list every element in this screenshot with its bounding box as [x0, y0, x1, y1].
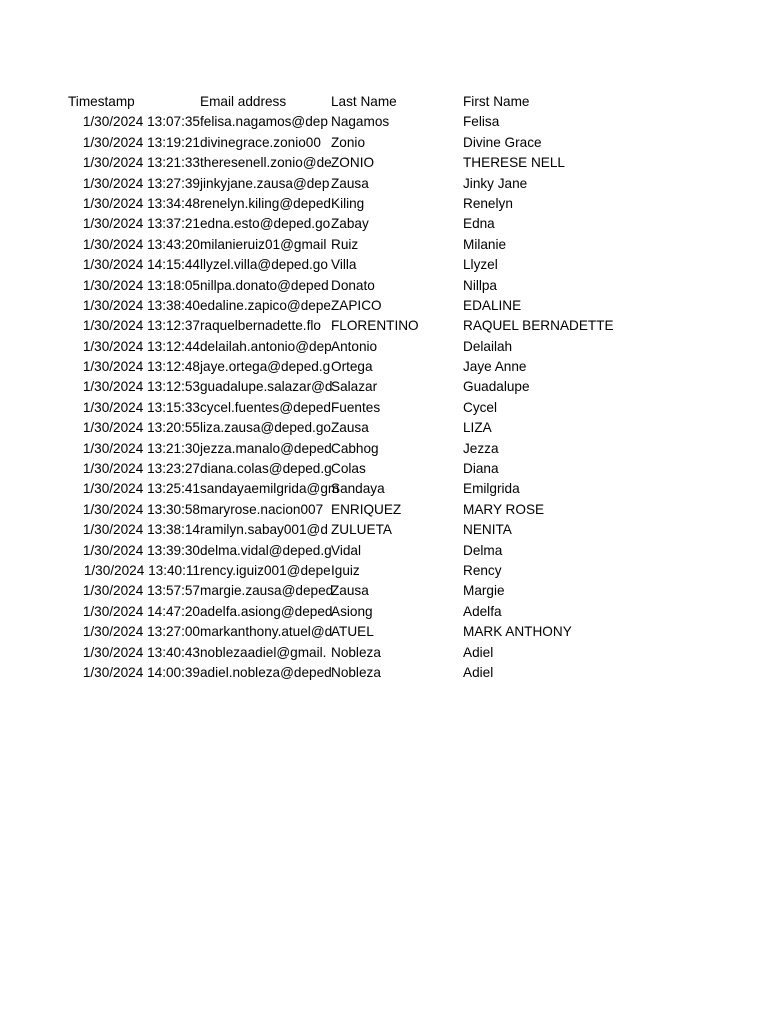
cell-email: jinkyjane.zausa@dep: [200, 175, 330, 191]
table-row: [68, 235, 596, 255]
header-timestamp: Timestamp: [68, 94, 135, 109]
cell-last-name: Kiling: [331, 195, 365, 211]
cell-email: divinegrace.zonio00: [200, 134, 321, 150]
cell-timestamp: 1/30/2024 13:23:27: [82, 461, 200, 477]
cell-last-name: Zausa: [331, 420, 369, 436]
cell-last-name: Nobleza: [331, 664, 381, 680]
table-row: [68, 541, 596, 561]
cell-first-name: Jezza: [463, 440, 499, 456]
cell-email: diana.colas@deped.g: [200, 461, 332, 477]
cell-last-name: Vidal: [331, 542, 361, 558]
cell-last-name: Nagamos: [331, 114, 390, 130]
cell-timestamp: 1/30/2024 13:12:44: [82, 338, 200, 354]
cell-first-name: Adiel: [463, 664, 494, 680]
cell-last-name: Asiong: [331, 603, 373, 619]
table-row: [68, 622, 596, 642]
cell-first-name: Edna: [463, 216, 495, 232]
table-row: [68, 561, 596, 581]
table-row: [68, 500, 596, 520]
cell-timestamp: 1/30/2024 13:34:48: [82, 195, 200, 211]
table-row: [68, 663, 596, 683]
table-row: [68, 643, 596, 663]
table-row: [68, 459, 596, 479]
cell-last-name: ENRIQUEZ: [331, 501, 402, 517]
cell-email: markanthony.atuel@d: [200, 624, 333, 640]
cell-timestamp: 1/30/2024 13:43:20: [82, 236, 200, 252]
cell-timestamp: 1/30/2024 13:38:14: [82, 522, 200, 538]
table-row: [68, 520, 596, 540]
cell-first-name: Diana: [463, 461, 499, 477]
cell-first-name: EDALINE: [463, 297, 522, 313]
cell-last-name: Colas: [331, 461, 366, 477]
cell-first-name: THERESE NELL: [463, 155, 565, 171]
cell-first-name: Delailah: [463, 338, 513, 354]
cell-email: noblezaadiel@gmail.: [200, 644, 327, 660]
cell-last-name: Iguiz: [331, 562, 360, 578]
cell-last-name: Donato: [331, 277, 375, 293]
cell-email: jaye.ortega@deped.g: [200, 359, 331, 375]
cell-first-name: MARK ANTHONY: [463, 624, 572, 640]
cell-timestamp: 1/30/2024 13:39:30: [82, 542, 200, 558]
cell-timestamp: 1/30/2024 13:19:21: [82, 134, 200, 150]
cell-last-name: ZAPICO: [331, 297, 382, 313]
table-row: [68, 377, 596, 397]
table-row: [68, 337, 596, 357]
cell-timestamp: 1/30/2024 14:15:44: [82, 257, 200, 273]
cell-last-name: Nobleza: [331, 644, 381, 660]
table-row: [68, 174, 596, 194]
cell-first-name: Renelyn: [463, 195, 513, 211]
cell-timestamp: 1/30/2024 13:37:21: [82, 216, 200, 232]
cell-timestamp: 1/30/2024 13:20:55: [82, 420, 200, 436]
table-row: [68, 276, 596, 296]
cell-timestamp: 1/30/2024 14:47:20: [82, 603, 200, 619]
cell-last-name: ATUEL: [331, 624, 374, 640]
cell-timestamp: 1/30/2024 13:27:39: [82, 175, 200, 191]
cell-email: renelyn.kiling@deped: [200, 195, 331, 211]
table-row: [68, 398, 596, 418]
cell-timestamp: 1/30/2024 13:12:37: [82, 318, 200, 334]
cell-timestamp: 1/30/2024 13:21:33: [82, 155, 200, 171]
cell-timestamp: 1/30/2024 13:15:33: [82, 399, 200, 415]
header-last-name: Last Name: [331, 94, 397, 109]
table-body: [68, 112, 614, 683]
cell-first-name: Felisa: [463, 114, 500, 130]
cell-timestamp: 1/30/2024 13:27:00: [82, 624, 200, 640]
table-row: [68, 316, 614, 336]
cell-email: adiel.nobleza@deped: [200, 664, 332, 680]
cell-email: delma.vidal@deped.g: [200, 542, 332, 558]
cell-first-name: Delma: [463, 542, 503, 558]
cell-first-name: Nillpa: [463, 277, 497, 293]
cell-first-name: MARY ROSE: [463, 501, 545, 517]
header-row: [68, 92, 596, 112]
table-row: [68, 418, 596, 438]
cell-email: cycel.fuentes@deped: [200, 399, 331, 415]
table-row: [68, 153, 596, 173]
cell-first-name: LIZA: [463, 420, 492, 436]
cell-first-name: Emilgrida: [463, 481, 520, 497]
table-row: [68, 214, 596, 234]
cell-timestamp: 1/30/2024 13:40:11: [83, 562, 200, 578]
cell-last-name: Cabhog: [331, 440, 379, 456]
cell-last-name: Ortega: [331, 359, 373, 375]
cell-first-name: Cycel: [463, 399, 497, 415]
cell-timestamp: 1/30/2024 13:57:57: [82, 583, 200, 599]
cell-first-name: Adiel: [463, 644, 494, 660]
header-first-name: First Name: [463, 94, 530, 109]
cell-timestamp: 1/30/2024 13:30:58: [82, 501, 200, 517]
cell-first-name: Milanie: [463, 236, 507, 252]
cell-first-name: Divine Grace: [463, 134, 542, 150]
spreadsheet-table: [68, 92, 614, 683]
cell-email: felisa.nagamos@dep: [200, 114, 328, 130]
cell-email: edaline.zapico@depe: [200, 297, 331, 313]
cell-email: ramilyn.sabay001@d: [200, 522, 328, 538]
cell-email: guadalupe.salazar@d: [200, 379, 333, 395]
cell-email: delailah.antonio@dep: [200, 338, 332, 354]
table-row: [68, 296, 596, 316]
table-row: [68, 112, 596, 132]
cell-email: raquelbernadette.flo: [200, 318, 321, 334]
cell-last-name: Antonio: [331, 338, 378, 354]
cell-last-name: Villa: [331, 257, 357, 273]
cell-email: sandayaemilgrida@gm: [200, 481, 340, 497]
cell-last-name: Salazar: [331, 379, 378, 395]
cell-last-name: ZULUETA: [331, 522, 392, 538]
cell-last-name: Zonio: [331, 134, 366, 150]
cell-first-name: Llyzel: [463, 257, 498, 273]
cell-last-name: ZONIO: [331, 155, 375, 171]
cell-timestamp: 1/30/2024 13:18:05: [82, 277, 200, 293]
cell-timestamp: 1/30/2024 13:38:40: [82, 297, 200, 313]
cell-email: maryrose.nacion007: [200, 501, 324, 517]
cell-first-name: Adelfa: [463, 603, 502, 619]
cell-first-name: Rency: [463, 562, 502, 578]
table-row: [68, 439, 596, 459]
header-email: Email address: [200, 94, 287, 109]
cell-first-name: Jinky Jane: [463, 175, 528, 191]
table-row: [68, 581, 596, 601]
cell-timestamp: 1/30/2024 13:12:48: [82, 359, 200, 375]
cell-last-name: Zabay: [331, 216, 369, 232]
cell-timestamp: 1/30/2024 14:00:39: [82, 664, 200, 680]
table-row: [68, 133, 596, 153]
table-row: [68, 602, 596, 622]
cell-email: milanieruiz01@gmail: [200, 236, 327, 252]
cell-first-name: Guadalupe: [463, 379, 530, 395]
table-row: [68, 357, 596, 377]
cell-timestamp: 1/30/2024 13:07:35: [82, 114, 200, 130]
cell-email: jezza.manalo@deped: [200, 440, 332, 456]
cell-email: margie.zausa@deped: [200, 583, 334, 599]
table-row: [68, 194, 596, 214]
cell-timestamp: 1/30/2024 13:25:41: [82, 481, 200, 497]
cell-first-name: RAQUEL BERNADETTE: [463, 318, 614, 334]
cell-email: llyzel.villa@deped.go: [200, 257, 328, 273]
cell-timestamp: 1/30/2024 13:40:43: [82, 644, 200, 660]
cell-last-name: Ruiz: [331, 236, 359, 252]
cell-first-name: NENITA: [463, 522, 512, 538]
cell-first-name: Margie: [463, 583, 505, 599]
cell-last-name: Sandaya: [331, 481, 385, 497]
cell-last-name: Zausa: [331, 583, 369, 599]
table-row: [68, 255, 596, 275]
cell-email: nillpa.donato@deped: [200, 277, 329, 293]
cell-email: edna.esto@deped.go: [200, 216, 331, 232]
cell-email: adelfa.asiong@deped: [200, 603, 333, 619]
cell-email: liza.zausa@deped.go: [200, 420, 331, 436]
cell-email: theresenell.zonio@de: [200, 155, 332, 171]
cell-last-name: FLORENTINO: [331, 318, 419, 334]
cell-first-name: Jaye Anne: [463, 359, 527, 375]
cell-last-name: Zausa: [331, 175, 369, 191]
cell-timestamp: 1/30/2024 13:21:30: [82, 440, 200, 456]
table-row: [68, 479, 596, 499]
cell-last-name: Fuentes: [331, 399, 381, 415]
cell-timestamp: 1/30/2024 13:12:53: [82, 379, 200, 395]
cell-email: rency.iguiz001@depe: [200, 562, 331, 578]
